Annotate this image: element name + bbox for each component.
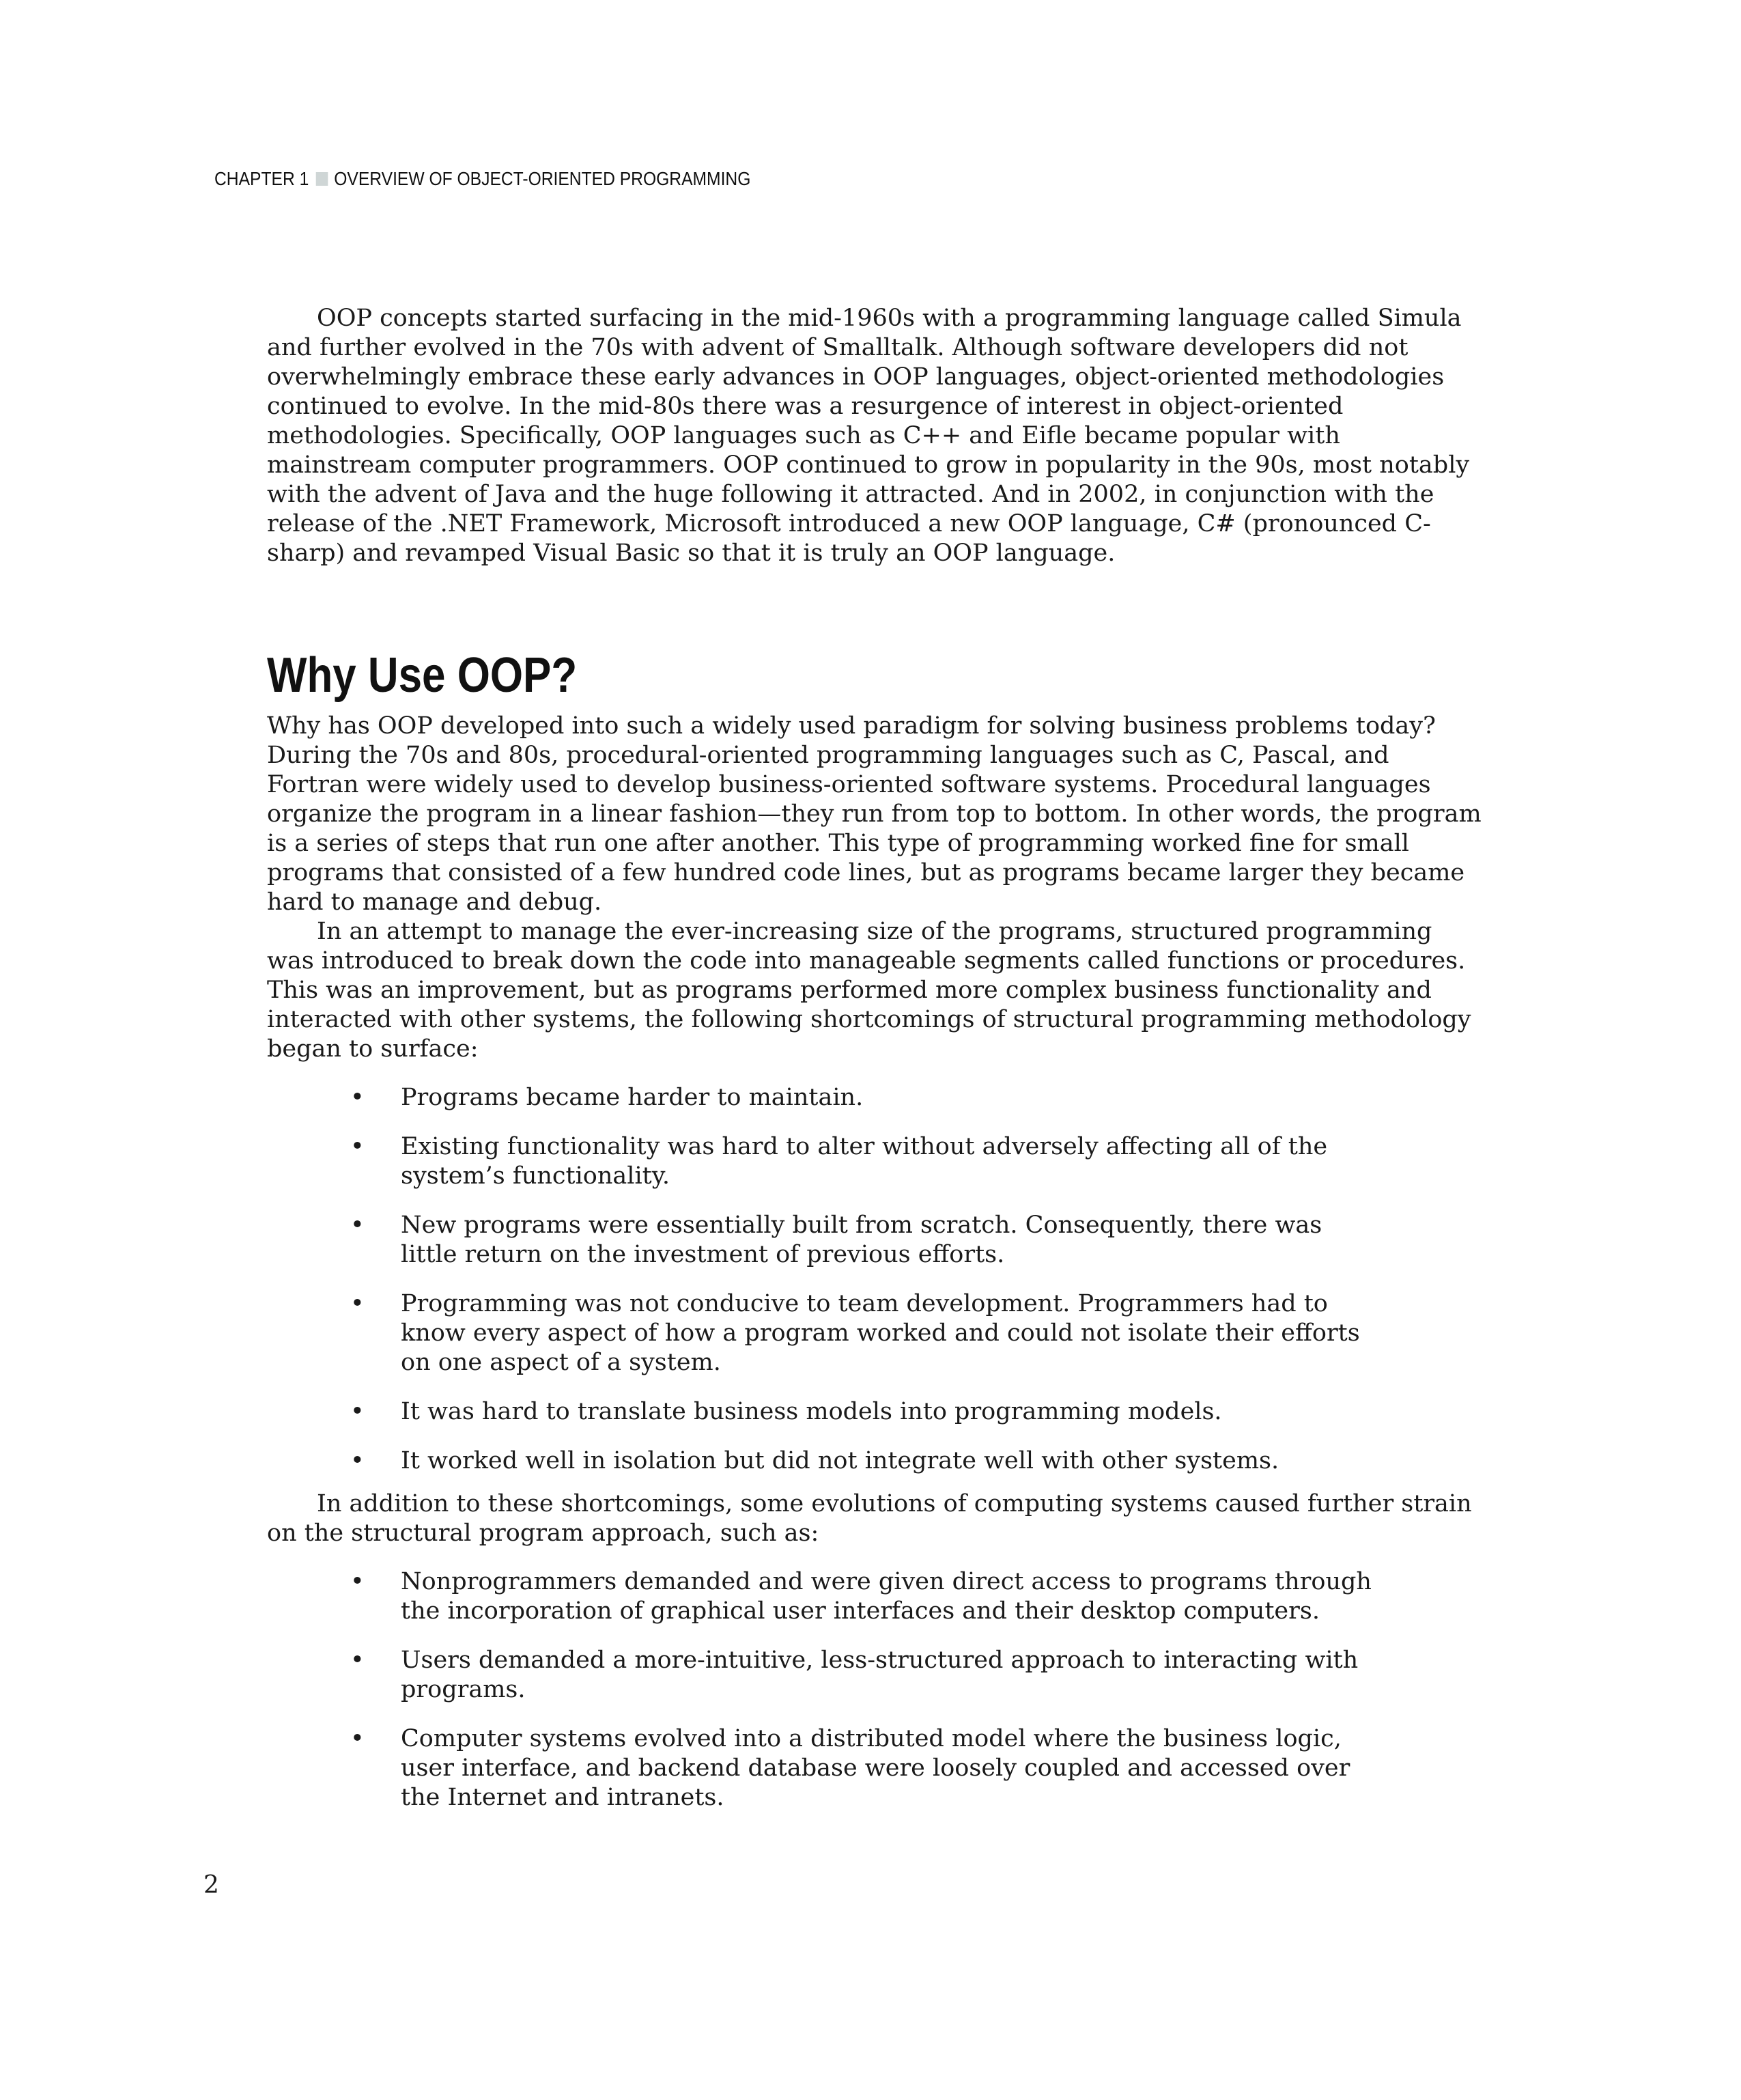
bullet-icon: • [350,1647,365,1674]
running-head [214,168,750,190]
bullet-icon: • [350,1212,365,1239]
chapter-label: CHAPTER 1 [214,168,309,189]
list-item-text: It worked well in isolation but did not integrate well with other systems. [401,1447,1279,1474]
chapter-title: OVERVIEW OF OBJECT-ORIENTED PROGRAMMING [334,168,751,189]
bullet-icon: • [350,1290,365,1317]
intro-paragraph: OOP concepts started surfacing in the mid-1960s with a programming language called Simula and further evolved in the 70s with advent of Smalltalk. Although software developers did not overwhelmingly embrace these early advances in OOP languages, object-oriented methodologies continued to evolve. In the mid-80s there was a resurgence of interest in object-oriented methodologies. Specifically, OOP languages such as C++ and Eifle became popular with mainstream computer programmers. OOP continued to grow in popularity in the 90s, most notably with the advent of Java and the huge following it attracted. And in 2002, in conjunction with the release of the .NET Framework, Microsoft introduced a new OOP language, C# (pronounced C-sharp) and revamped Visual Basic so that it is truly an OOP language. [267,305,1470,567]
section-paragraph-1: Why has OOP developed into such a widely used paradigm for solving business problems today? During the 70s and 80s, procedural-oriented programming languages such as C, Pascal, and Fortran were widely used to develop business-oriented software systems. Procedural languages organize the program in a linear fashion—they run from top to bottom. In other words, the program is a series of steps that run one after another. This type of programming worked fine for small programs that consisted of a few hundred code lines, but as programs became larger they became hard to manage and debug. [267,712,1482,916]
list-item [350,1397,1384,1427]
bullet-icon: • [350,1725,365,1752]
list-item [350,1083,1384,1112]
list-item [350,1211,1384,1270]
list-item [350,1289,1384,1377]
bullet-icon: • [350,1398,365,1425]
list-item-text: Programs became harder to maintain. [401,1084,864,1111]
page-body [267,304,1484,1832]
list-item-text: Existing functionality was hard to alter without adversely affecting all of the system’s functionality. [401,1133,1328,1190]
evolutions-list [267,1567,1484,1812]
page-number: 2 [203,1871,219,1899]
list-item [350,1646,1384,1705]
section-paragraph-3: In addition to these shortcomings, some evolutions of computing systems caused further strain on the structural program approach, such as: [267,1490,1472,1547]
shortcomings-list [267,1083,1484,1476]
list-item-text: Users demanded a more-intuitive, less-structured approach to interacting with programs. [401,1647,1359,1703]
bullet-icon: • [350,1447,365,1474]
list-item-text: It was hard to translate business models into programming models. [401,1398,1222,1425]
section-paragraph-2: In an attempt to manage the ever-increasing size of the programs, structured programming was introduced to break down the code into manageable segments called functions or procedures. This was an improvement, but as programs performed more complex business functionality and interacted with other systems, the following shortcomings of structural programming methodology began to surface: [267,918,1471,1063]
list-item-text: Nonprogrammers demanded and were given direct access to programs through the incorporation of graphical user interfaces and their desktop computers. [401,1568,1372,1625]
list-item [350,1132,1384,1191]
running-head-separator [316,172,328,186]
list-item [350,1724,1384,1812]
section-heading: Why Use OOP? [267,648,578,703]
bullet-icon: • [350,1084,365,1111]
list-item-text: New programs were essentially built from scratch. Consequently, there was little return on the investment of previous efforts. [401,1212,1322,1268]
bullet-icon: • [350,1133,365,1160]
list-item-text: Programming was not conducive to team development. Programmers had to know every aspect of how a program worked and could not isolate their efforts on one aspect of a system. [401,1290,1360,1376]
list-item [350,1446,1384,1476]
list-item-text: Computer systems evolved into a distributed model where the business logic, user interface, and backend database were loosely coupled and accessed over the Internet and intranets. [401,1725,1350,1811]
list-item [350,1567,1384,1626]
bullet-icon: • [350,1568,365,1595]
